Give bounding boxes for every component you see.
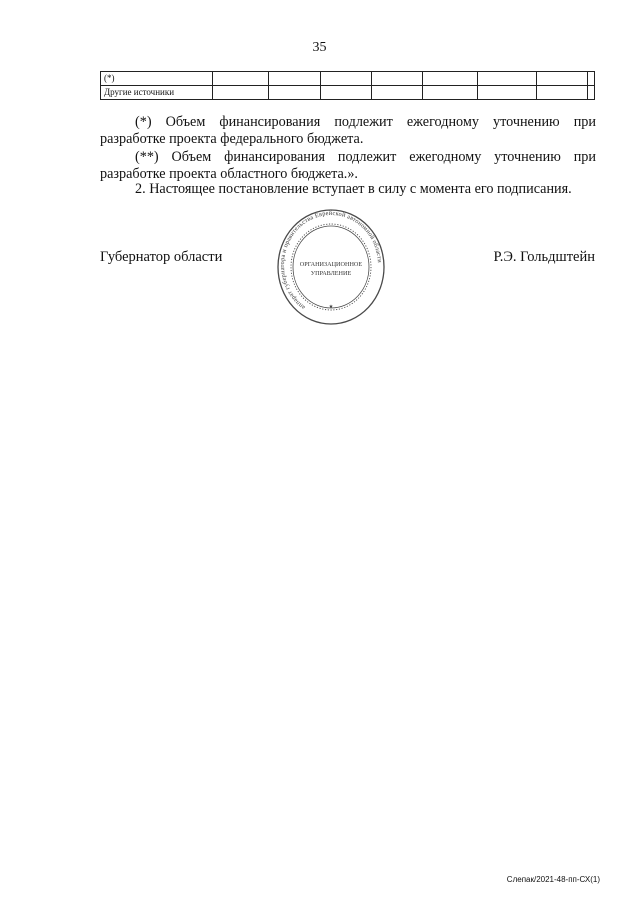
table-cell [536, 72, 587, 86]
table-cell [320, 72, 371, 86]
signatory-title: Губернатор области [100, 249, 223, 265]
table-cell [213, 72, 269, 86]
stamp-center-line-2: УПРАВЛЕНИЕ [310, 270, 352, 277]
table-cell [371, 86, 422, 100]
regional-budget-note: (**) Объем финансирования подлежит ежегодному уточнению при разработке проекта областного бюджета.». [100, 149, 596, 182]
table-cell [320, 86, 371, 100]
federal-budget-note: (*) Объем финансирования подлежит ежегодному уточнению при разработке проекта федерального бюджета. [100, 114, 596, 147]
table-row [101, 86, 595, 100]
document-code: Слепак/2021-48-пп-СХ(1) [506, 875, 600, 884]
table-row [101, 72, 595, 86]
row-label: Другие источники [101, 86, 213, 100]
page-number: 35 [312, 40, 327, 55]
table-cell [536, 86, 587, 100]
table-cell [269, 86, 320, 100]
table-cell [422, 86, 477, 100]
table-cell [588, 72, 595, 86]
effective-date-clause: 2. Настоящее постановление вступает в силу с момента его подписания. [135, 181, 572, 197]
stamp-star-icon: ★ [328, 305, 334, 310]
signatory-name: Р.Э. Гольдштейн [493, 249, 595, 265]
table-cell [371, 72, 422, 86]
table-cell [477, 72, 536, 86]
funding-table [100, 71, 595, 100]
table-cell [422, 72, 477, 86]
stamp-center-line-1: ОРГАНИЗАЦИОННОЕ [299, 261, 363, 268]
official-stamp [276, 208, 386, 326]
table-cell [213, 86, 269, 100]
row-label: (*) [101, 72, 213, 86]
table-cell [269, 72, 320, 86]
table-cell [588, 86, 595, 100]
stamp-ring-text: аппарат губернатора и правительства Еврейской автономной области [278, 209, 383, 311]
table-cell [477, 86, 536, 100]
